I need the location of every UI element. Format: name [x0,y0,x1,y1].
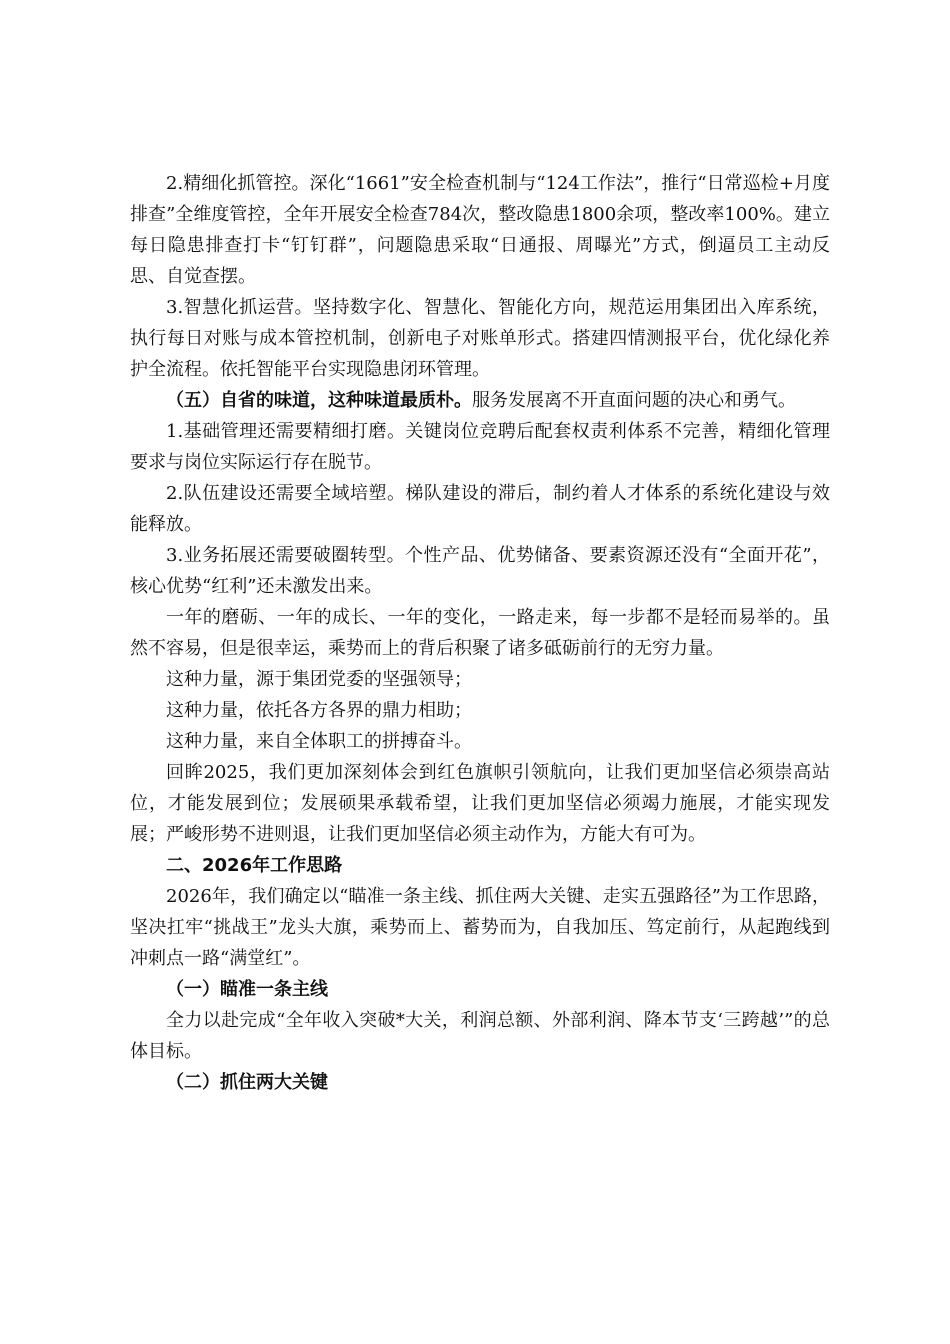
heading-2026-ideas: 二、2026年工作思路 [166,855,343,876]
paragraph-basic-management: 1.基础管理还需要精细打磨。关键岗位竞聘后配套权责利体系不完善，精细化管理要求与岗位实际运行存在脱节。 [130,421,830,473]
paragraph-refined-control: 2.精细化抓管控。深化“1661”安全检查机制与“124工作法”，推行“日常巡检+月度排查”全维度管控，全年开展安全检查784次，整改隐患1800余项，整改率100%。建立每日隐患排查打卡“钉钉群”，问题隐患采取“日通报、周曝光”方式，倒逼员工主动反思、自觉查摆。 [130,173,830,287]
paragraph-year-summary: 一年的磨砺、一年的成长、一年的变化，一路走来，每一步都不是轻而易举的。虽然不容易，但是很幸运，乘势而上的背后积聚了诸多砥砺前行的无穷力量。 [130,607,830,659]
paragraph-review-2025: 回眸2025，我们更加深刻体会到红色旗帜引领航向，让我们更加坚信必须崇高站位，才能发展到位；发展硕果承载希望，让我们更加坚信必须竭力施展，才能实现发展；严峻形势不进则退，让我们更加坚信必须主动作为，方能大有可为。 [130,762,830,845]
paragraph-business-expansion: 3.业务拓展还需要破圈转型。个性产品、优势储备、要素资源还没有“全面开花”，核心优势“红利”还未激发出来。 [130,545,830,597]
section-heading-five: （五）自省的味道，这种味道最质朴。 [166,390,472,411]
paragraph-strength-2: 这种力量，依托各方各界的鼎力相助； [166,700,472,721]
section-five-text: 服务发展离不开直面问题的决心和勇气。 [472,390,796,411]
paragraph-main-line: 全力以赴完成“全年收入突破*大关，利润总额、外部利润、降本节支‘三跨越’”的总体目标。 [130,1010,830,1062]
paragraph-team-building: 2.队伍建设还需要全域培塑。梯队建设的滞后，制约着人才体系的系统化建设与效能释放。 [130,483,830,535]
paragraph-smart-operation: 3.智慧化抓运营。坚持数字化、智慧化、智能化方向，规范运用集团出入库系统，执行每日对账与成本管控机制，创新电子对账单形式。搭建四情测报平台，优化绿化养护全流程。依托智能平台实现隐患闭环管理。 [130,297,830,380]
paragraph-strength-3: 这种力量，来自全体职工的拼搏奋斗。 [166,731,472,752]
paragraph-strength-1: 这种力量，源于集团党委的坚强领导； [166,669,472,690]
heading-main-line: （一）瞄准一条主线 [166,979,328,1000]
document-body [130,168,830,1098]
heading-two-keys: （二）抓住两大关键 [166,1072,328,1093]
paragraph-self-reflection [130,385,830,416]
paragraph-2026-ideas: 2026年，我们确定以“瞄准一条主线、抓住两大关键、走实五强路径”为工作思路，坚决扛牢“挑战王”龙头大旗，乘势而上、蓄势而为，自我加压、笃定前行，从起跑线到冲刺点一路“满堂红”。 [130,886,830,969]
